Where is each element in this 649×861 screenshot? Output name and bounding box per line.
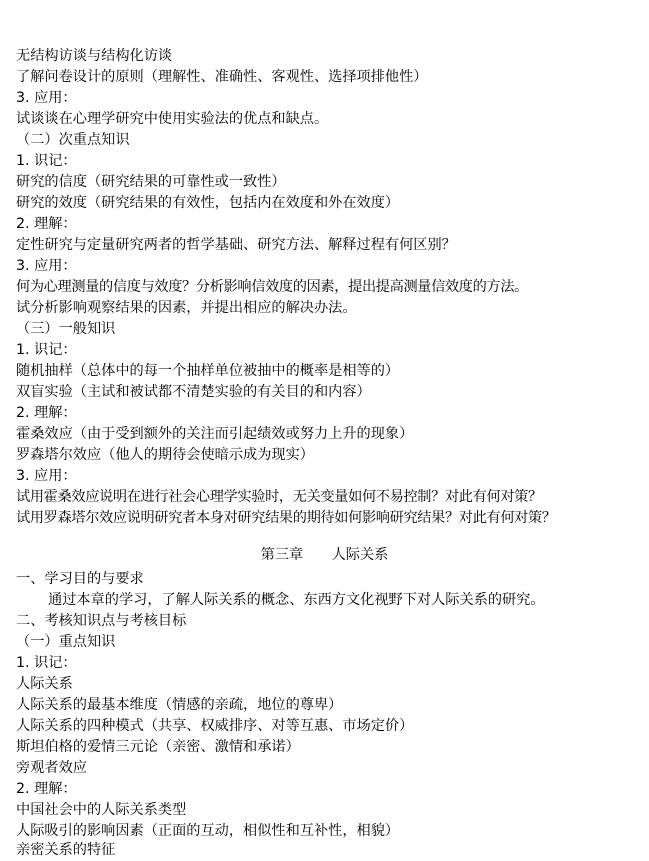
text-line: 随机抽样（总体中的每一个抽样单位被抽中的概率是相等的） (16, 363, 400, 379)
section-heading: 一、学习目的与要求 (16, 571, 144, 587)
text-line: 3. 应用： (16, 90, 77, 106)
text-line: 定性研究与定量研究两者的哲学基础、研究方法、解释过程有何区别？ (16, 237, 456, 253)
text-line: 2. 理解： (16, 216, 77, 232)
text-line: 了解问卷设计的原则（理解性、准确性、客观性、选择项排他性） (16, 69, 428, 85)
text-line: 3. 应用： (16, 468, 77, 484)
section-heading: （一）重点知识 (16, 634, 116, 650)
text-line: 试分析影响观察结果的因素，并提出相应的解决办法。 (16, 300, 357, 316)
section-heading: 二、考核知识点与考核目标 (16, 613, 187, 629)
text-line: 试用罗森塔尔效应说明研究者本身对研究结果的期待如何影响研究结果？对此有何对策？ (16, 510, 556, 526)
paragraph: 通过本章的学习，了解人际关系的概念、东西方文化视野下对人际关系的研究。 (48, 592, 545, 608)
text-line: 斯坦伯格的爱情三元论（亲密、激情和承诺） (16, 739, 300, 755)
text-line: 何为心理测量的信度与效度？分析影响信效度的因素，提出提高测量信效度的方法。 (16, 279, 528, 295)
text-line: 双盲实验（主试和被试都不清楚实验的有关目的和内容） (16, 384, 371, 400)
text-line: 试用霍桑效应说明在进行社会心理学实验时，无关变量如何不易控制？对此有何对策？ (16, 489, 542, 505)
text-line: 1. 识记： (16, 655, 77, 671)
text-line: 霍桑效应（由于受到额外的关注而引起绩效或努力上升的现象） (16, 426, 414, 442)
text-line: 人际吸引的影响因素（正面的互动，相似性和互补性，相貌） (16, 823, 400, 839)
section-heading: （二）次重点知识 (16, 132, 130, 148)
text-line: 研究的信度（研究结果的可靠性或一致性） (16, 174, 286, 190)
text-line: 中国社会中的人际关系类型 (16, 802, 187, 818)
text-line: 人际关系 (16, 676, 73, 692)
text-line: 试谈谈在心理学研究中使用实验法的优点和缺点。 (16, 111, 329, 127)
text-line: 2. 理解： (16, 781, 77, 797)
text-line: 3. 应用： (16, 258, 77, 274)
section-heading: （三）一般知识 (16, 321, 116, 337)
text-line: 人际关系的四种模式（共享、权威排序、对等互惠、市场定价） (16, 718, 414, 734)
text-line: 罗森塔尔效应（他人的期待会使暗示成为现实） (16, 447, 314, 463)
text-line: 1. 识记： (16, 342, 77, 358)
text-line: 人际关系的最基本维度（情感的亲疏，地位的尊卑） (16, 697, 343, 713)
text-line: 研究的效度（研究结果的有效性，包括内在效度和外在效度） (16, 195, 400, 211)
chapter-title: 第三章 人际关系 (260, 547, 389, 563)
text-line: 亲密关系的特征 (16, 842, 116, 858)
text-line: 2. 理解： (16, 405, 77, 421)
text-line: 旁观者效应 (16, 760, 87, 776)
text-line: 无结构访谈与结构化访谈 (16, 48, 173, 64)
text-line: 1. 识记： (16, 153, 77, 169)
